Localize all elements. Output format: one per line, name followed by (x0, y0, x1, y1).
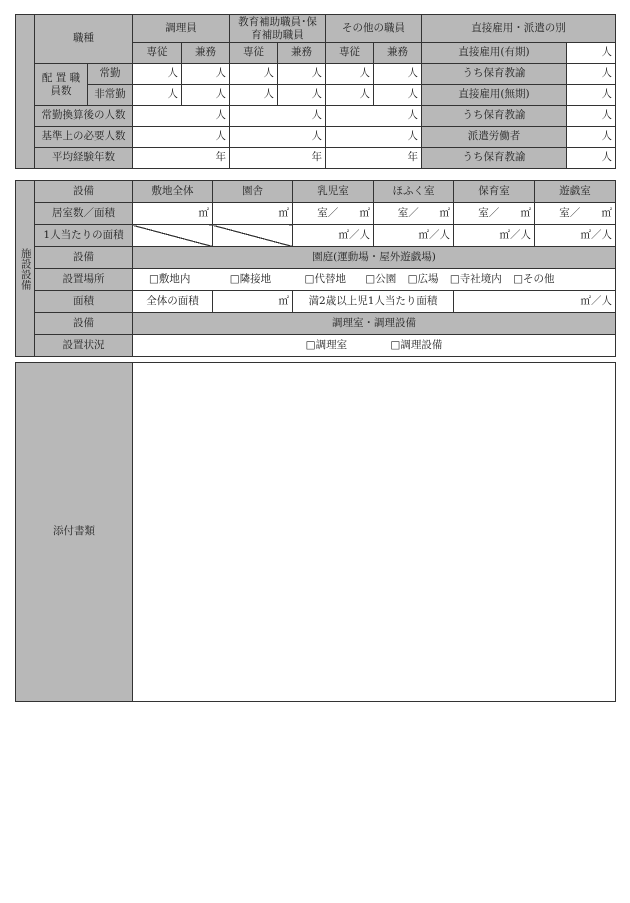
site-total-per-person-na (133, 225, 213, 247)
aide-nonregular-parttime[interactable]: 人 (278, 85, 326, 106)
other-fulltime-header: 専従 (326, 43, 374, 64)
cook-fulltime-header: 専従 (133, 43, 182, 64)
play-room-field[interactable]: 室／ ㎡ (535, 203, 616, 225)
nursery-per-person-field[interactable]: ㎡／人 (454, 225, 535, 247)
cook-regular-parttime[interactable]: 人 (182, 64, 230, 85)
install-status-label: 設置状況 (35, 335, 133, 357)
aide-parttime-header: 兼務 (278, 43, 326, 64)
aide-experience-field[interactable]: 年 (230, 148, 326, 169)
per-person-area-label: 1人当たりの面積 (35, 225, 133, 247)
attachments-label: 添付書類 (16, 363, 133, 702)
location-alternative-checkbox[interactable]: □代替地 (304, 272, 346, 285)
direct-fixed-label: 直接雇用(有期) (422, 43, 567, 64)
nursery-teacher-label-1: うち保育教諭 (422, 64, 567, 85)
nursery-teacher-field-2[interactable]: 人 (567, 106, 616, 127)
kitchen-equipment-label: 設備 (35, 313, 133, 335)
site-total-header: 敷地全体 (133, 181, 213, 203)
occupation-header: 職種 (35, 15, 133, 64)
area-over2-field[interactable]: ㎡／人 (454, 291, 616, 313)
other-required-field[interactable]: 人 (326, 127, 422, 148)
kitchen-options (133, 335, 616, 357)
location-park-checkbox[interactable]: □公園 (365, 272, 397, 285)
crawl-per-person-field[interactable]: ㎡／人 (374, 225, 454, 247)
kitchen-equipment-checkbox[interactable]: □調理設備 (390, 338, 443, 351)
building-area-field[interactable]: ㎡ (213, 203, 293, 225)
garden-title: 園庭(運動場・屋外遊戯場) (133, 247, 616, 269)
nursery-teacher-label-2: うち保育教諭 (422, 106, 567, 127)
location-site-checkbox[interactable]: □敷地内 (149, 272, 191, 285)
infant-per-person-field[interactable]: ㎡／人 (293, 225, 374, 247)
cook-nonregular-parttime[interactable]: 人 (182, 85, 230, 106)
attachments-table (15, 362, 616, 702)
location-other-checkbox[interactable]: □その他 (513, 272, 555, 285)
dispatch-label: 派遣労働者 (422, 127, 567, 148)
other-regular-fulltime[interactable]: 人 (326, 64, 374, 85)
other-experience-field[interactable]: 年 (326, 148, 422, 169)
building-per-person-na (213, 225, 293, 247)
aide-fulltime-header: 専従 (230, 43, 278, 64)
other-regular-parttime[interactable]: 人 (374, 64, 422, 85)
nursery-room-field[interactable]: 室／ ㎡ (454, 203, 535, 225)
attachments-area[interactable] (133, 363, 616, 702)
cook-required-field[interactable]: 人 (133, 127, 230, 148)
equipment-header: 設備 (35, 181, 133, 203)
site-total-area-field[interactable]: ㎡ (133, 203, 213, 225)
aide-regular-parttime[interactable]: 人 (278, 64, 326, 85)
cook-experience-field[interactable]: 年 (133, 148, 230, 169)
play-per-person-field[interactable]: ㎡／人 (535, 225, 616, 247)
kitchen-room-checkbox[interactable]: □調理室 (305, 338, 348, 351)
nursery-teacher-field-3[interactable]: 人 (567, 148, 616, 169)
area-over2-label: 満2歳以上児1人当たり面積 (293, 291, 454, 313)
required-label: 基準上の必要人数 (35, 127, 133, 148)
aide-regular-fulltime[interactable]: 人 (230, 64, 278, 85)
staff-table (15, 14, 616, 169)
aide-fte-field[interactable]: 人 (230, 106, 326, 127)
cook-header: 調理員 (133, 15, 230, 43)
location-options (133, 269, 616, 291)
nonregular-label: 非常勤 (88, 85, 133, 106)
location-temple-checkbox[interactable]: □寺社境内 (449, 272, 502, 285)
nursery-teacher-label-3: うち保育教諭 (422, 148, 567, 169)
total-area-field[interactable]: ㎡ (213, 291, 293, 313)
cook-parttime-header: 兼務 (182, 43, 230, 64)
building-header: 園舎 (213, 181, 293, 203)
experience-label: 平均経験年数 (35, 148, 133, 169)
direct-indef-label: 直接雇用(無期) (422, 85, 567, 106)
garden-equipment-label: 設備 (35, 247, 133, 269)
direct-indef-field[interactable]: 人 (567, 85, 616, 106)
play-room-header: 遊戯室 (535, 181, 616, 203)
cook-regular-fulltime[interactable]: 人 (133, 64, 182, 85)
other-staff-header: その他の職員 (326, 15, 422, 43)
dispatch-field[interactable]: 人 (567, 127, 616, 148)
kitchen-title: 調理室・調理設備 (133, 313, 616, 335)
regular-label: 常勤 (88, 64, 133, 85)
other-nonregular-parttime[interactable]: 人 (374, 85, 422, 106)
other-parttime-header: 兼務 (374, 43, 422, 64)
direct-fixed-field[interactable]: 人 (567, 43, 616, 64)
total-area-label: 全体の面積 (133, 291, 213, 313)
area-label: 面積 (35, 291, 133, 313)
cook-nonregular-fulltime[interactable]: 人 (133, 85, 182, 106)
crawl-room-field[interactable]: 室／ ㎡ (374, 203, 454, 225)
facility-table (15, 180, 616, 357)
facility-side-label: 施設設備 (16, 181, 35, 357)
nursery-teacher-field-1[interactable]: 人 (567, 64, 616, 85)
infant-room-field[interactable]: 室／ ㎡ (293, 203, 374, 225)
staff-side-blank (16, 15, 35, 169)
edu-aide-header: 教育補助職員･保育補助職員 (230, 15, 326, 43)
nursery-room-header: 保育室 (454, 181, 535, 203)
aide-required-field[interactable]: 人 (230, 127, 326, 148)
cook-fte-field[interactable]: 人 (133, 106, 230, 127)
location-label: 設置場所 (35, 269, 133, 291)
placement-label: 配 置 職員数 (35, 64, 88, 106)
fte-label: 常勤換算後の人数 (35, 106, 133, 127)
other-nonregular-fulltime[interactable]: 人 (326, 85, 374, 106)
other-fte-field[interactable]: 人 (326, 106, 422, 127)
location-adjacent-checkbox[interactable]: □隣接地 (229, 272, 272, 285)
infant-room-header: 乳児室 (293, 181, 374, 203)
rooms-area-label: 居室数／面積 (35, 203, 133, 225)
crawl-room-header: ほふく室 (374, 181, 454, 203)
employment-type-header: 直接雇用・派遣の別 (422, 15, 616, 43)
location-plaza-checkbox[interactable]: □広場 (407, 272, 439, 285)
aide-nonregular-fulltime[interactable]: 人 (230, 85, 278, 106)
